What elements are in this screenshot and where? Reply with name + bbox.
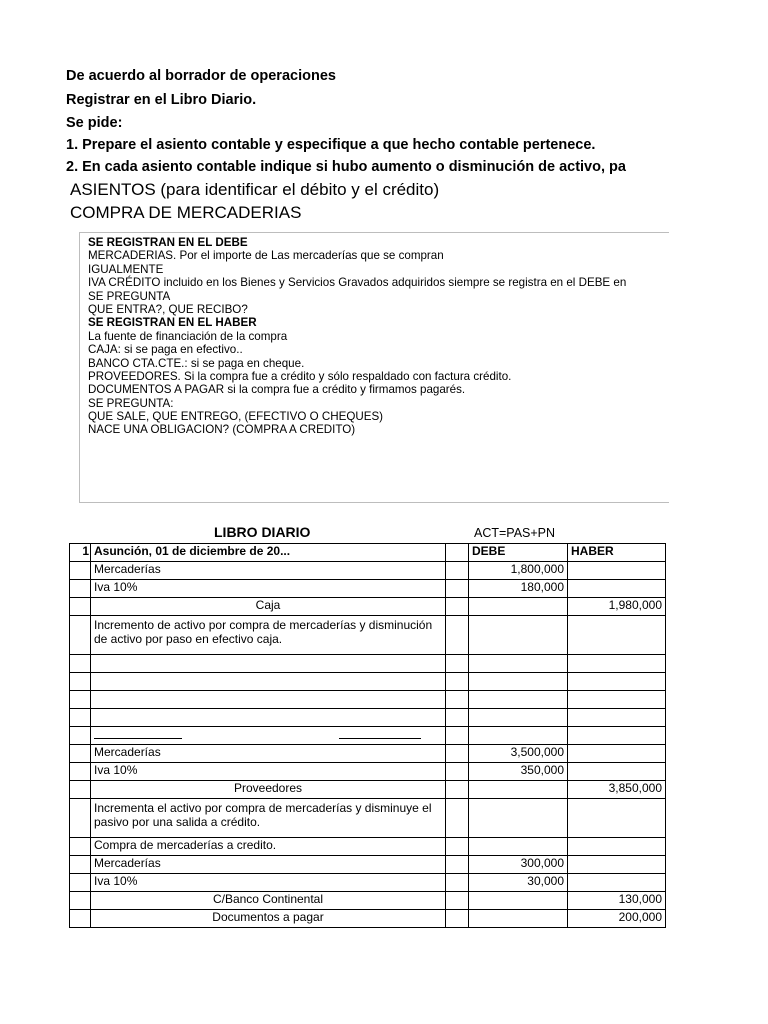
note-line: IVA CRÉDITO incluido en los Bienes y Servicios Gravados adquiridos siempre se registra en el DEBE en xyxy=(88,276,627,290)
spacer-cell xyxy=(446,580,469,598)
entry-date: Asunción, 01 de diciembre de 20... xyxy=(91,544,446,562)
row-number-cell xyxy=(70,655,91,673)
debe-cell: 180,000 xyxy=(469,580,568,598)
haber-cell xyxy=(568,655,666,673)
row-number-cell xyxy=(70,727,91,745)
spacer-cell xyxy=(446,562,469,580)
table-row xyxy=(70,673,666,691)
asientos-heading: ASIENTOS (para identificar el débito y el crédito) xyxy=(70,180,440,199)
cuenta-cell xyxy=(91,727,446,745)
instruction-line-2: Registrar en el Libro Diario. xyxy=(66,92,257,108)
debe-cell: 3,500,000 xyxy=(469,745,568,763)
cuenta-cell: Compra de mercaderías a credito. xyxy=(91,838,446,856)
spacer-cell xyxy=(446,856,469,874)
spacer-cell xyxy=(446,673,469,691)
note-line: DOCUMENTOS A PAGAR si la compra fue a crédito y firmamos pagarés. xyxy=(88,383,466,397)
note-line: SE PREGUNTA xyxy=(88,289,171,303)
haber-cell xyxy=(568,727,666,745)
note-line: IGUALMENTE xyxy=(88,262,164,276)
row-number-cell xyxy=(70,874,91,892)
table-row xyxy=(70,892,666,910)
note-line: SE REGISTRAN EN EL DEBE xyxy=(88,236,248,249)
haber-cell xyxy=(568,709,666,727)
instruction-line-5: 2. En cada asiento contable indique si hubo aumento o disminución de activo, pa xyxy=(66,159,626,175)
haber-cell xyxy=(568,856,666,874)
spacer-cell xyxy=(446,892,469,910)
cuenta-cell: Iva 10% xyxy=(91,580,446,598)
spacer-cell xyxy=(446,616,469,655)
underline-mark xyxy=(94,727,182,739)
cuenta-cell: Proveedores xyxy=(91,781,446,799)
libro-diario-table xyxy=(69,543,666,928)
spacer-cell xyxy=(446,691,469,709)
debe-cell: 350,000 xyxy=(469,763,568,781)
row-number-cell xyxy=(70,892,91,910)
spacer-cell xyxy=(446,598,469,616)
table-row xyxy=(70,838,666,856)
cuenta-cell: Mercaderías xyxy=(91,562,446,580)
debe-cell xyxy=(469,799,568,838)
row-number-cell xyxy=(70,856,91,874)
row-number-cell xyxy=(70,598,91,616)
accounting-equation: ACT=PAS+PN xyxy=(474,526,556,540)
row-number-cell xyxy=(70,580,91,598)
haber-cell xyxy=(568,763,666,781)
table-row xyxy=(70,781,666,799)
spacer-cell xyxy=(446,874,469,892)
debe-cell xyxy=(469,616,568,655)
notes-textbox xyxy=(79,232,669,503)
row-number-cell xyxy=(70,745,91,763)
debe-cell xyxy=(469,598,568,616)
table-row xyxy=(70,580,666,598)
instruction-line-5-clip xyxy=(66,159,668,179)
haber-cell xyxy=(568,874,666,892)
debe-cell: 300,000 xyxy=(469,856,568,874)
note-line: BANCO CTA.CTE.: si se paga en cheque. xyxy=(88,356,305,370)
haber-cell xyxy=(568,745,666,763)
row-number-cell xyxy=(70,763,91,781)
table-row xyxy=(70,709,666,727)
note-line: SE PREGUNTA: xyxy=(88,396,174,410)
table-row xyxy=(70,562,666,580)
spacer-cell xyxy=(446,727,469,745)
cuenta-cell xyxy=(91,691,446,709)
note-line: SE REGISTRAN EN EL HABER xyxy=(88,316,257,330)
debe-cell xyxy=(469,910,568,928)
spacer-cell xyxy=(446,838,469,856)
spacer-cell xyxy=(446,799,469,838)
cuenta-cell: Documentos a pagar xyxy=(91,910,446,928)
haber-cell xyxy=(568,799,666,838)
table-row xyxy=(70,910,666,928)
note-line: La fuente de financiación de la compra xyxy=(88,329,288,343)
row-number-cell xyxy=(70,616,91,655)
row-number-cell xyxy=(70,910,91,928)
cuenta-cell: Iva 10% xyxy=(91,763,446,781)
debe-cell: 1,800,000 xyxy=(469,562,568,580)
instruction-line-3: Se pide: xyxy=(66,115,123,131)
spacer-cell xyxy=(446,910,469,928)
row-number-cell xyxy=(70,799,91,838)
debe-cell xyxy=(469,709,568,727)
instruction-line-4: 1. Prepare el asiento contable y especifique a que hecho contable pertenece. xyxy=(66,137,596,153)
debe-cell xyxy=(469,781,568,799)
spacer-cell xyxy=(446,763,469,781)
table-row xyxy=(70,691,666,709)
table-row xyxy=(70,598,666,616)
entry-number: 1 xyxy=(70,544,91,562)
table-row xyxy=(70,763,666,781)
debe-cell xyxy=(469,727,568,745)
table-header-row xyxy=(70,544,666,562)
note-line: MERCADERIAS. Por el importe de Las mercaderías que se compran xyxy=(88,249,444,263)
debe-header: DEBE xyxy=(469,544,568,562)
table-row xyxy=(70,856,666,874)
cuenta-cell xyxy=(91,709,446,727)
cuenta-cell: Mercaderías xyxy=(91,856,446,874)
haber-cell: 1,980,000 xyxy=(568,598,666,616)
haber-header: HABER xyxy=(568,544,666,562)
row-number-cell xyxy=(70,562,91,580)
debe-cell xyxy=(469,691,568,709)
instruction-line-1: De acuerdo al borrador de operaciones xyxy=(66,68,336,84)
table-row xyxy=(70,874,666,892)
row-number-cell xyxy=(70,781,91,799)
compra-heading: COMPRA DE MERCADERIAS xyxy=(70,203,302,222)
table-row xyxy=(70,727,666,745)
haber-cell xyxy=(568,673,666,691)
haber-cell xyxy=(568,616,666,655)
table-row xyxy=(70,616,666,655)
spacer-cell xyxy=(446,709,469,727)
debe-cell xyxy=(469,892,568,910)
note-line: CAJA: si se paga en efectivo.. xyxy=(88,343,243,357)
cuenta-cell: Iva 10% xyxy=(91,874,446,892)
row-number-cell xyxy=(70,673,91,691)
row-number-cell xyxy=(70,691,91,709)
cuenta-cell: Incrementa el activo por compra de mercaderías y disminuye el pasivo por una salida a crédito. xyxy=(91,799,446,838)
spacer-cell xyxy=(446,655,469,673)
cuenta-cell xyxy=(91,673,446,691)
haber-cell xyxy=(568,580,666,598)
row-number-cell xyxy=(70,709,91,727)
cuenta-cell: Incremento de activo por compra de mercaderías y disminución de activo por paso en efectivo caja. xyxy=(91,616,446,655)
note-line: QUE ENTRA?, QUE RECIBO? xyxy=(88,302,248,316)
haber-cell: 200,000 xyxy=(568,910,666,928)
libro-diario-title: LIBRO DIARIO xyxy=(214,524,311,540)
haber-cell xyxy=(568,691,666,709)
spacer-cell xyxy=(446,745,469,763)
cuenta-cell: C/Banco Continental xyxy=(91,892,446,910)
spacer-cell xyxy=(446,544,469,562)
haber-cell xyxy=(568,562,666,580)
spacer-cell xyxy=(446,781,469,799)
debe-cell xyxy=(469,838,568,856)
debe-cell: 30,000 xyxy=(469,874,568,892)
row-number-cell xyxy=(70,838,91,856)
table-row xyxy=(70,655,666,673)
notes-content xyxy=(80,233,669,437)
haber-cell: 3,850,000 xyxy=(568,781,666,799)
cuenta-cell: Caja xyxy=(91,598,446,616)
note-line: QUE SALE, QUE ENTREGO, (EFECTIVO O CHEQUES) xyxy=(88,410,384,424)
underline-mark xyxy=(339,727,421,739)
note-line: PROVEEDORES. Si la compra fue a crédito y sólo respaldado con factura crédito. xyxy=(88,369,512,383)
debe-cell xyxy=(469,673,568,691)
cuenta-cell: Mercaderías xyxy=(91,745,446,763)
haber-cell xyxy=(568,838,666,856)
table-row xyxy=(70,799,666,838)
cuenta-cell xyxy=(91,655,446,673)
haber-cell: 130,000 xyxy=(568,892,666,910)
note-line: NACE UNA OBLIGACION? (COMPRA A CREDITO) xyxy=(88,423,356,437)
debe-cell xyxy=(469,655,568,673)
table-row xyxy=(70,745,666,763)
